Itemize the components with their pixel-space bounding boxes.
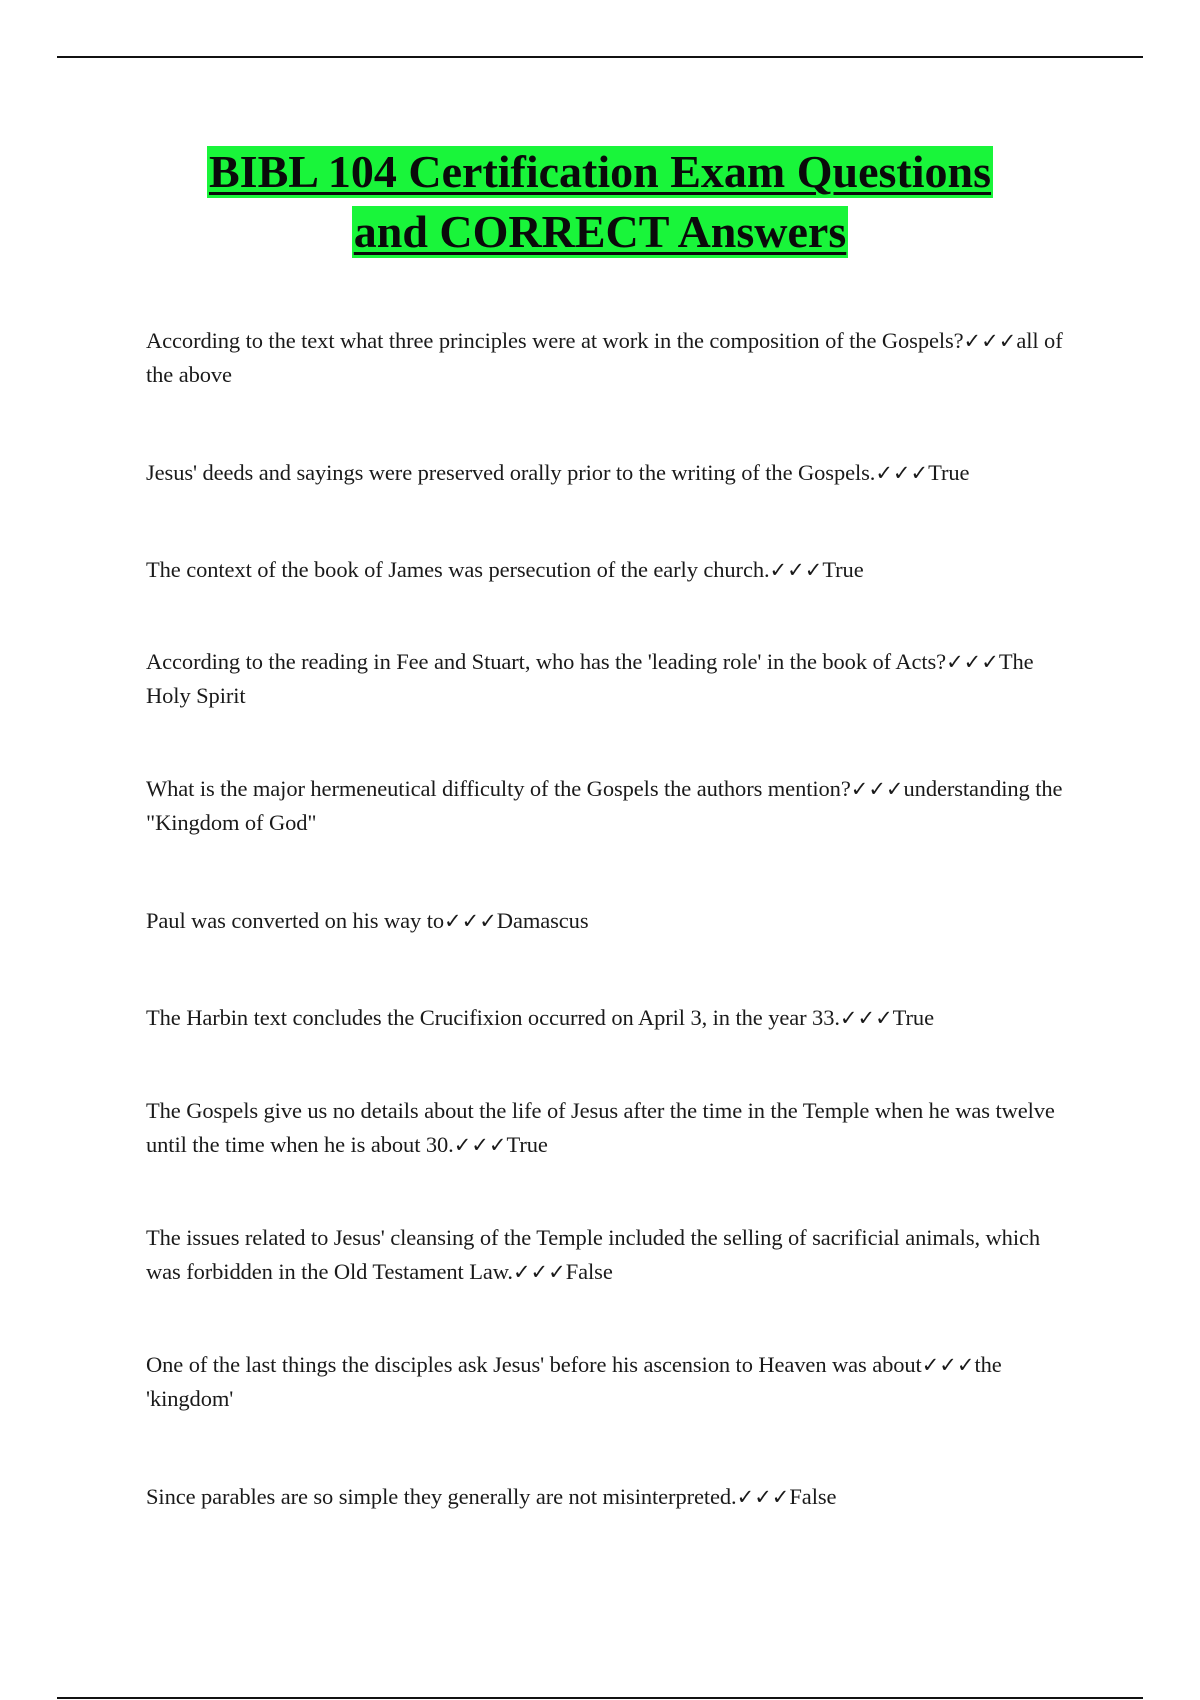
question-text: According to the text what three principles were at work in the composition of the Gospels? xyxy=(146,328,964,353)
check-marks-icon: ✓✓✓ xyxy=(736,1485,790,1509)
answer-text: the 'kingdom' xyxy=(146,1352,1002,1411)
question-text: Paul was converted on his way to xyxy=(146,908,444,933)
top-rule xyxy=(57,56,1143,58)
answer-text: False xyxy=(789,1484,837,1509)
qa-item xyxy=(146,904,1076,938)
check-marks-icon: ✓✓✓ xyxy=(839,1006,893,1030)
answer-text: True xyxy=(506,1132,548,1157)
qa-item xyxy=(146,1348,1076,1416)
check-marks-icon: ✓✓✓ xyxy=(850,777,904,801)
answer-text: True xyxy=(892,1005,934,1030)
check-marks-icon: ✓✓✓ xyxy=(921,1353,975,1377)
title-line-1: BIBL 104 Certification Exam Questions xyxy=(208,146,992,197)
qa-item xyxy=(146,1094,1076,1162)
check-marks-icon: ✓✓✓ xyxy=(444,909,497,933)
check-marks-icon: ✓✓✓ xyxy=(875,461,929,485)
check-marks-icon: ✓✓✓ xyxy=(769,558,823,582)
qa-item xyxy=(146,645,1076,713)
question-text: Jesus' deeds and sayings were preserved orally prior to the writing of the Gospels. xyxy=(146,460,876,485)
check-marks-icon: ✓✓✓ xyxy=(946,650,999,674)
check-marks-icon: ✓✓✓ xyxy=(963,329,1017,353)
check-marks-icon: ✓✓✓ xyxy=(512,1260,566,1284)
bottom-rule xyxy=(57,1697,1143,1699)
answer-text: True xyxy=(928,460,970,485)
answer-text: The Holy Spirit xyxy=(146,649,1034,708)
question-text: According to the reading in Fee and Stuart, who has the 'leading role' in the book of Acts? xyxy=(146,649,947,674)
answer-text: False xyxy=(565,1259,613,1284)
answer-text: Damascus xyxy=(496,908,589,933)
qa-item xyxy=(146,553,1076,587)
qa-item xyxy=(146,1480,1076,1514)
question-text: One of the last things the disciples ask Jesus' before his ascension to Heaven was about xyxy=(146,1352,922,1377)
question-text: The context of the book of James was persecution of the early church. xyxy=(146,557,770,582)
answer-text: all of the above xyxy=(146,328,1063,387)
question-text: The issues related to Jesus' cleansing of the Temple included the selling of sacrificial animals, which was forbidden in the Old Testament Law. xyxy=(146,1225,1041,1284)
qa-item xyxy=(146,456,1076,490)
answer-text: True xyxy=(822,557,864,582)
qa-item xyxy=(146,324,1076,392)
qa-item xyxy=(146,1001,1076,1035)
question-text: What is the major hermeneutical difficulty of the Gospels the authors mention? xyxy=(146,776,851,801)
qa-item xyxy=(146,1221,1076,1289)
answer-text: understanding the "Kingdom of God" xyxy=(146,776,1063,835)
title-line-2: and CORRECT Answers xyxy=(353,206,847,257)
document-title xyxy=(0,146,1200,258)
qa-item xyxy=(146,772,1076,840)
question-text: The Gospels give us no details about the life of Jesus after the time in the Temple when he was twelve until the time when he is about 30. xyxy=(146,1098,1055,1157)
question-text: Since parables are so simple they generally are not misinterpreted. xyxy=(146,1484,737,1509)
check-marks-icon: ✓✓✓ xyxy=(453,1133,507,1157)
question-text: The Harbin text concludes the Crucifixion occurred on April 3, in the year 33. xyxy=(146,1005,840,1030)
